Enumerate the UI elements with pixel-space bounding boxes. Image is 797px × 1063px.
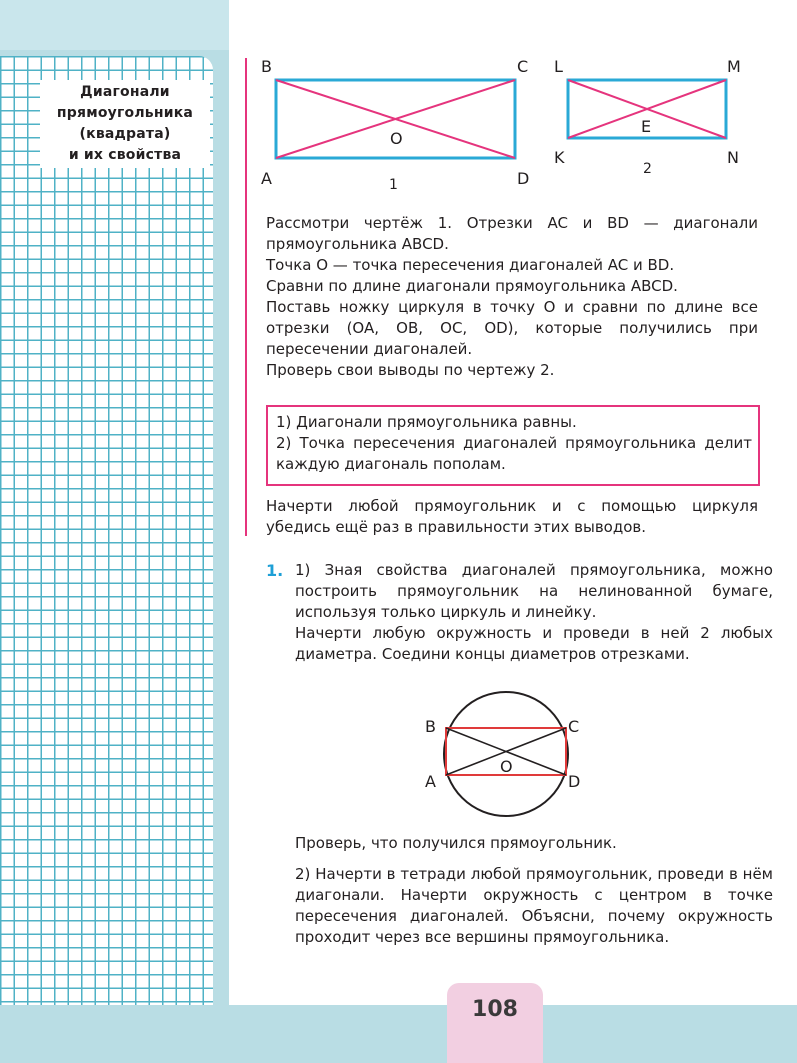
- rule-1: 1) Диагонали прямоугольника равны.: [276, 413, 577, 431]
- exercise-check: Проверь, что получился прямоугольник.: [295, 834, 617, 852]
- topic-line: и их свойства: [68, 147, 182, 163]
- textbook-page: [229, 0, 797, 1005]
- intro-line-2: Точка O — точка пересечения диагоналей AC и BD.: [266, 256, 675, 274]
- top-band: [0, 0, 230, 50]
- label-a: A: [425, 772, 436, 791]
- exercise-part-1-text: 1) Зная свойства диагоналей прямоугольника, можно построить прямоугольник на нелинованной бумаге, используя только циркуль и линейку.: [295, 561, 773, 621]
- exercise-part-1: [295, 560, 773, 665]
- label-m: M: [727, 57, 741, 76]
- margin-line: [245, 58, 247, 536]
- circle: [444, 692, 568, 816]
- intro-text: [266, 213, 758, 381]
- label-b: B: [261, 57, 272, 76]
- label-e: E: [641, 117, 652, 136]
- figure-1: [259, 55, 539, 195]
- topic-line: прямоугольника: [56, 105, 194, 121]
- intro-line-1: Рассмотри чертёж 1. Отрезки AC и BD — диагонали прямоугольника ABCD.: [266, 214, 758, 253]
- figure-caption: 1: [389, 177, 398, 193]
- page-number: 108: [447, 983, 543, 1063]
- label-k: K: [554, 148, 565, 167]
- intro-line-3: Сравни по длине диагонали прямоугольника ABCD.: [266, 277, 678, 295]
- exercise-part-2: 2) Начерти в тетради любой прямоугольник, проведи в нём диагонали. Начерти окружность с центром в точке пересечения диагоналей. Объясни, почему окружность проходит через все вершины прямоугольника.: [295, 865, 773, 946]
- topic-heading: [40, 80, 210, 168]
- label-c: C: [517, 57, 529, 76]
- rules-box: [266, 405, 760, 486]
- grid-panel: [0, 56, 213, 1063]
- label-b: B: [425, 717, 436, 736]
- topic-line: Диагонали: [80, 84, 170, 100]
- figure-2: [551, 55, 751, 185]
- label-d: D: [517, 169, 530, 188]
- figure-caption: 2: [643, 161, 652, 177]
- label-o: O: [500, 757, 513, 776]
- exercise-part-1b-text: Начерти любую окружность и проведи в ней 2 любых диаметра. Соедини концы диаметров отрезками.: [295, 624, 773, 663]
- bottom-band: [0, 1005, 797, 1063]
- task-text: Начерти любой прямоугольник и с помощью циркуля убедись ещё раз в правильности этих выводов.: [266, 497, 758, 536]
- label-l: L: [554, 57, 563, 76]
- intro-line-5: Проверь свои выводы по чертежу 2.: [266, 361, 555, 379]
- intro-line-4: Поставь ножку циркуля в точку O и сравни по длине все отрезки (OA, OB, OC, OD), которые получились при пересечении диагоналей.: [266, 298, 758, 358]
- figure-3-circle: [421, 690, 581, 830]
- label-o: O: [390, 129, 403, 148]
- label-d: D: [568, 772, 581, 791]
- label-a: A: [261, 169, 272, 188]
- exercise-number: 1.: [266, 561, 284, 580]
- label-n: N: [727, 148, 739, 167]
- rule-2: 2) Точка пересечения диагоналей прямоугольника делит каждую диагональ пополам.: [276, 434, 752, 473]
- topic-line: (квадрата): [79, 126, 171, 142]
- label-c: C: [568, 717, 580, 736]
